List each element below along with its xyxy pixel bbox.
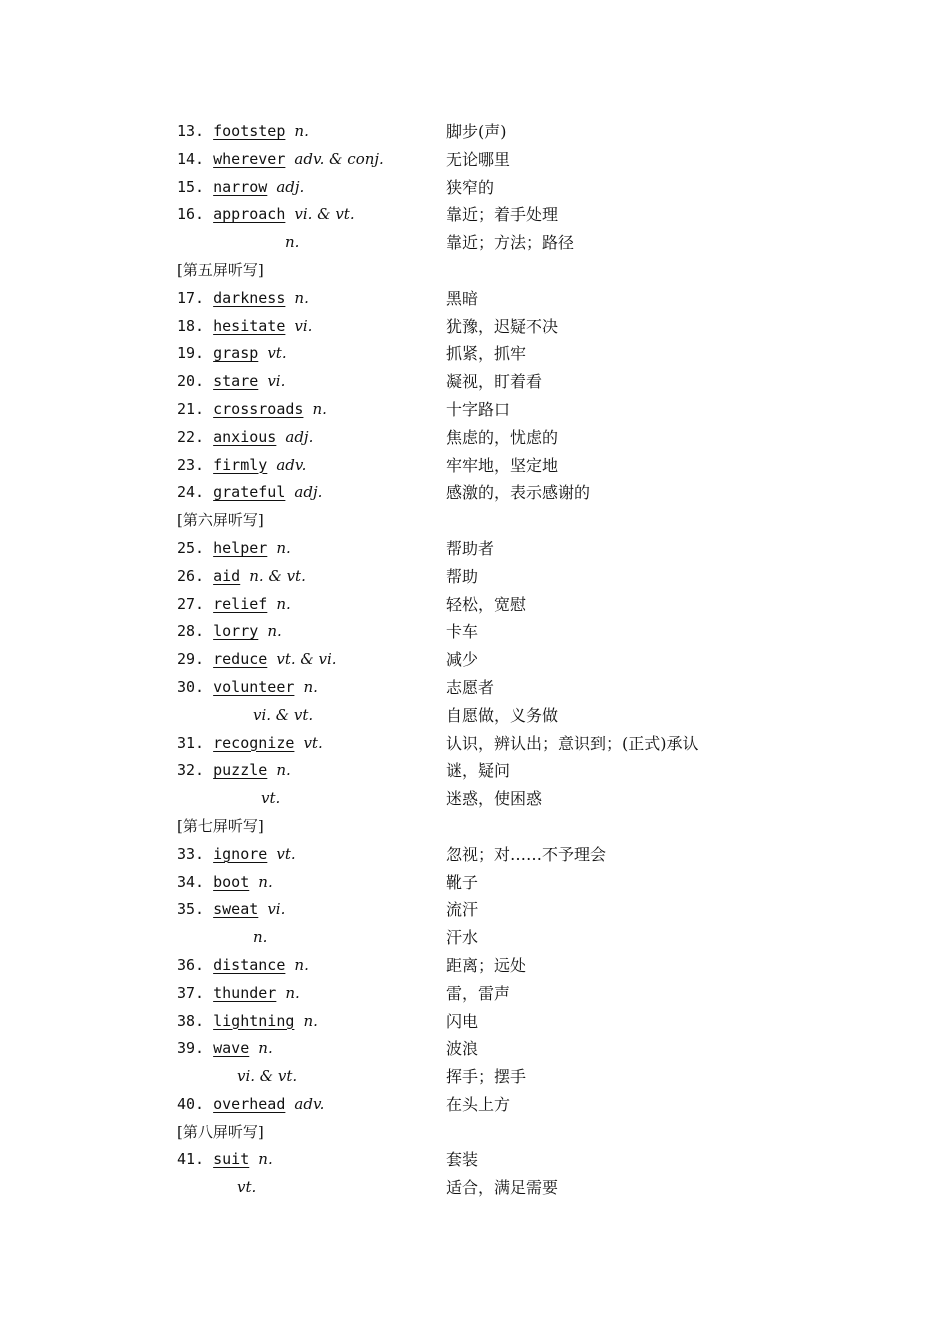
part-of-speech: n. [276,538,291,557]
headword: suit [213,1150,250,1169]
part-of-speech: n. & vt. [249,566,306,585]
part-of-speech: n. [285,983,300,1002]
meaning: 志愿者 [446,677,495,697]
vocab-sub-entry [177,1174,797,1202]
vocab-entry [177,1035,797,1063]
vocab-entry [177,285,797,313]
headword: grasp [213,344,259,363]
headword: anxious [213,427,277,446]
meaning: 减少 [446,650,479,670]
vocab-entry [177,674,797,702]
part-of-speech: n. [312,399,327,418]
meaning: 脚步(声) [446,122,507,141]
meaning: 闪电 [446,1011,479,1031]
entry-number: 29. [177,650,205,669]
vocab-sub-entry [177,229,797,257]
vocab-entry [177,869,797,897]
meaning: 距离；远处 [446,955,527,975]
entry-number: 33. [177,844,205,863]
meaning: 轻松，宽慰 [446,594,527,614]
part-of-speech: n. [285,233,300,252]
part-of-speech: vt. [276,844,296,863]
part-of-speech: vt. & vi. [276,650,337,669]
headword: wherever [213,149,286,168]
headword: grateful [213,483,286,502]
vocab-entry [177,368,797,396]
entry-number: 41. [177,1150,205,1169]
vocab-entry [177,952,797,980]
vocab-entry [177,146,797,174]
vocab-entry [177,479,797,507]
vocab-sub-entry [177,785,797,813]
vocab-entry [177,118,797,146]
entry-number: 21. [177,399,205,418]
part-of-speech: adv. [294,1094,325,1113]
vocabulary-list [177,118,797,1202]
meaning: 抓紧，抓牢 [446,344,527,364]
vocab-entry [177,841,797,869]
meaning: 卡车 [446,622,479,642]
part-of-speech: adj. [294,483,323,502]
entry-number: 18. [177,316,205,335]
entry-number: 28. [177,622,205,641]
meaning: 帮助 [446,566,479,586]
headword: crossroads [213,399,304,418]
entry-number: 15. [177,177,205,196]
entry-number: 23. [177,455,205,474]
headword: relief [213,594,268,613]
part-of-speech: n. [258,872,273,891]
vocab-entry [177,174,797,202]
part-of-speech: vi. & vt. [294,205,355,224]
meaning: 忽视；对……不予理会 [446,844,607,864]
meaning: 汗水 [446,928,479,948]
meaning: 凝视，盯着看 [446,372,543,392]
entry-number: 24. [177,483,205,502]
entry-number: 27. [177,594,205,613]
headword: volunteer [213,677,295,696]
vocab-entry [177,646,797,674]
headword: stare [213,372,259,391]
part-of-speech: vi. & vt. [237,1067,298,1086]
meaning: 挥手；摆手 [446,1067,527,1087]
headword: hesitate [213,316,286,335]
headword: wave [213,1039,250,1058]
meaning: 帮助者 [446,538,495,558]
part-of-speech: vi. & vt. [253,705,314,724]
headword: distance [213,955,286,974]
entry-number: 39. [177,1039,205,1058]
meaning: 牢牢地，坚定地 [446,455,559,475]
part-of-speech: vt. [237,1178,257,1197]
part-of-speech: n. [276,594,291,613]
section-label: [第八屏听写] [177,1122,264,1141]
headword: puzzle [213,761,268,780]
part-of-speech: vi. [267,372,286,391]
headword: aid [213,566,241,585]
vocab-entry [177,396,797,424]
meaning: 靴子 [446,872,479,892]
part-of-speech: adj. [276,177,305,196]
vocab-entry [177,535,797,563]
meaning: 犹豫，迟疑不决 [446,316,559,336]
entry-number: 30. [177,677,205,696]
headword: boot [213,872,250,891]
vocab-entry [177,1008,797,1036]
headword: approach [213,205,286,224]
meaning: 在头上方 [446,1094,511,1114]
section-heading [177,1119,797,1147]
entry-number: 35. [177,900,205,919]
vocab-sub-entry [177,1063,797,1091]
part-of-speech: n. [276,761,291,780]
entry-number: 36. [177,955,205,974]
headword: darkness [213,288,286,307]
meaning: 波浪 [446,1039,479,1059]
meaning: 无论哪里 [446,149,511,169]
meaning: 雷，雷声 [446,983,511,1003]
headword: recognize [213,733,295,752]
vocab-entry [177,980,797,1008]
part-of-speech: adj. [285,427,314,446]
vocab-entry [177,452,797,480]
part-of-speech: vi. [294,316,313,335]
section-heading [177,813,797,841]
vocab-entry [177,340,797,368]
meaning: 套装 [446,1150,479,1170]
part-of-speech: n. [294,955,309,974]
part-of-speech: n. [267,622,282,641]
part-of-speech: n. [253,928,268,947]
entry-number: 26. [177,566,205,585]
part-of-speech: adv. & conj. [294,149,384,168]
headword: overhead [213,1094,286,1113]
vocab-sub-entry [177,924,797,952]
part-of-speech: n. [258,1039,273,1058]
entry-number: 25. [177,538,205,557]
part-of-speech: vt. [261,789,281,808]
vocab-entry [177,591,797,619]
headword: sweat [213,900,259,919]
part-of-speech: n. [303,677,318,696]
section-label: [第七屏听写] [177,816,264,835]
entry-number: 40. [177,1094,205,1113]
entry-number: 20. [177,372,205,391]
vocab-entry [177,618,797,646]
headword: helper [213,538,268,557]
part-of-speech: n. [294,288,309,307]
meaning: 感激的，表示感谢的 [446,483,591,503]
vocab-sub-entry [177,702,797,730]
entry-number: 37. [177,983,205,1002]
section-heading [177,257,797,285]
vocab-entry [177,313,797,341]
entry-number: 22. [177,427,205,446]
entry-number: 14. [177,149,205,168]
meaning: 靠近；方法；路径 [446,233,575,253]
headword: lightning [213,1011,295,1030]
entry-number: 19. [177,344,205,363]
entry-number: 38. [177,1011,205,1030]
vocab-entry [177,1146,797,1174]
part-of-speech: vt. [303,733,323,752]
vocab-entry [177,730,797,758]
entry-number: 13. [177,122,205,140]
headword: lorry [213,622,259,641]
part-of-speech: n. [294,122,309,140]
vocab-entry [177,757,797,785]
section-heading [177,507,797,535]
meaning: 适合，满足需要 [446,1178,559,1198]
part-of-speech: vi. [267,900,286,919]
entry-number: 34. [177,872,205,891]
vocab-entry [177,424,797,452]
part-of-speech: n. [303,1011,318,1030]
headword: firmly [213,455,268,474]
part-of-speech: n. [258,1150,273,1169]
headword: narrow [213,177,268,196]
part-of-speech: vt. [267,344,287,363]
entry-number: 31. [177,733,205,752]
meaning: 流汗 [446,900,479,920]
meaning: 认识，辨认出；意识到；(正式)承认 [446,733,699,753]
meaning: 自愿做，义务做 [446,705,559,725]
meaning: 焦虑的，忧虑的 [446,427,559,447]
entry-number: 32. [177,761,205,780]
headword: ignore [213,844,268,863]
part-of-speech: adv. [276,455,307,474]
vocab-entry [177,1091,797,1119]
headword: thunder [213,983,277,1002]
meaning: 十字路口 [446,399,511,419]
meaning: 黑暗 [446,288,479,308]
section-label: [第六屏听写] [177,511,264,530]
vocab-entry [177,896,797,924]
entry-number: 16. [177,205,205,224]
entry-number: 17. [177,288,205,307]
vocab-entry [177,201,797,229]
headword: footstep [213,122,286,140]
meaning: 谜，疑问 [446,761,511,781]
section-label: [第五屏听写] [177,260,264,279]
meaning: 迷惑，使困惑 [446,789,543,809]
headword: reduce [213,650,268,669]
vocab-entry [177,563,797,591]
meaning: 狭窄的 [446,177,495,197]
meaning: 靠近；着手处理 [446,205,559,225]
